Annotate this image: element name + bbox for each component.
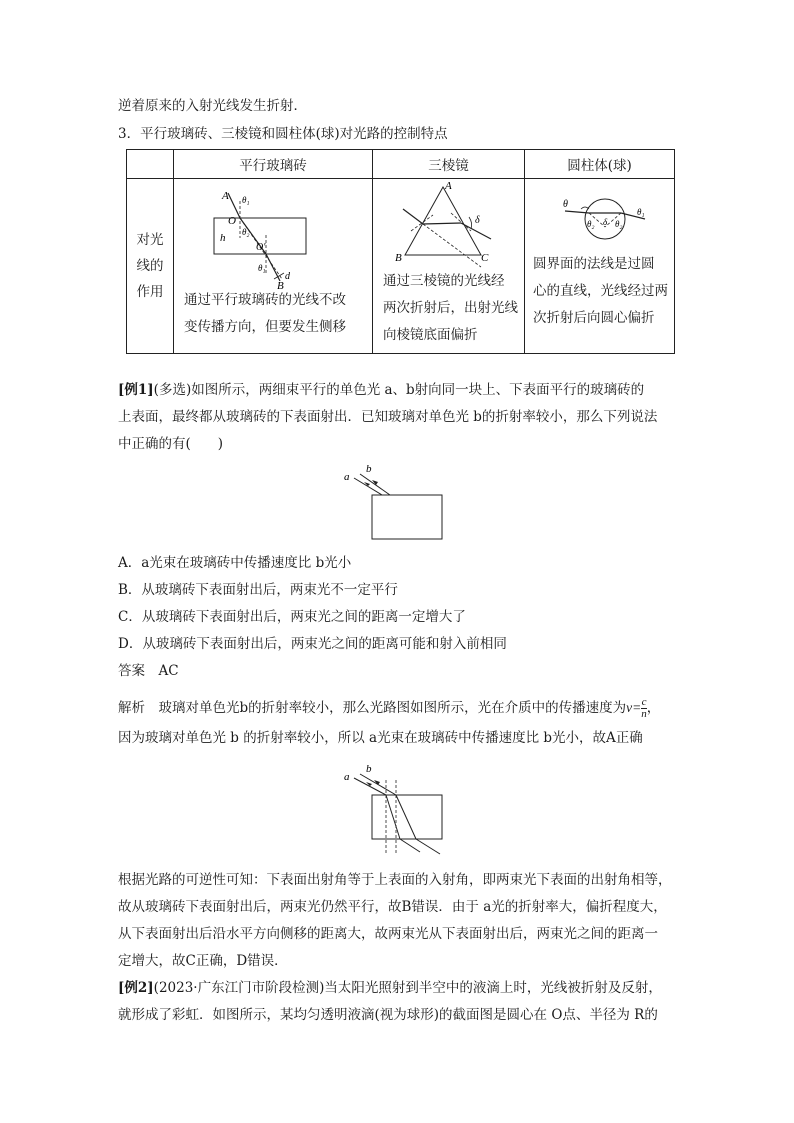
example1-options xyxy=(118,550,678,685)
label-theta1-bottom: θ₁ xyxy=(258,263,266,273)
analysis-block xyxy=(118,693,678,753)
prism-desc-line-2: 两次折射后，出射光线 xyxy=(383,300,518,316)
row-head-cell xyxy=(127,179,174,354)
analysis-line-2: 因为玻璃对单色光 b 的折射率较小，所以 a光束在玻璃砖中传播速度比 b光小，故A正确 xyxy=(118,730,643,746)
sphere-label-theta: θ xyxy=(563,199,568,210)
answer-label: 答案 xyxy=(118,663,145,679)
prism-label-C: C xyxy=(481,252,489,264)
formula-numerator: c xyxy=(641,696,647,708)
example1-tag: [例1] xyxy=(118,382,154,398)
row-head-line-3: 作用 xyxy=(136,284,164,300)
table-corner-cell xyxy=(127,150,174,179)
table-body-row xyxy=(127,179,675,354)
example1-figure xyxy=(340,460,460,550)
formula-denominator: n xyxy=(641,708,647,720)
row-head-line-2: 线的 xyxy=(136,258,164,274)
sphere-label-theta2-left: θ₂ xyxy=(587,219,595,229)
prism-triangle xyxy=(405,187,481,255)
optics-table xyxy=(126,149,675,354)
formula-v: v= xyxy=(626,700,642,715)
prism-cell xyxy=(373,179,525,354)
sphere-diagram xyxy=(525,179,674,249)
label-A: A xyxy=(222,190,229,202)
sphere-cell xyxy=(525,179,675,354)
prism-inner-ray xyxy=(423,223,461,224)
sphere-label-theta1: θ₁ xyxy=(637,207,645,217)
prism-diagram xyxy=(373,179,524,269)
example1-solution-figure xyxy=(340,760,460,860)
solution-ray-a-inside xyxy=(386,795,400,839)
analysis-line-6: 定增大，故C正确，D错误． xyxy=(118,953,288,969)
fig1-label-b: b xyxy=(366,463,372,475)
slab-diagram xyxy=(174,183,372,293)
header-prism: 三棱镜 xyxy=(373,150,525,179)
analysis-line-5: 从下表面射出后沿水平方向侧移的距离大，故两束光从下表面射出后，两束光之间的距离一 xyxy=(118,926,658,942)
label-h: h xyxy=(220,232,226,244)
sphere-label-delta: δ xyxy=(603,217,608,227)
prism-desc-line-3: 向棱镜底面偏折 xyxy=(383,327,478,343)
table-header-row xyxy=(127,150,675,179)
label-B: B xyxy=(277,280,284,292)
label-d: d xyxy=(285,271,290,282)
example1-glass-block xyxy=(372,495,442,539)
solution-ray-a-out xyxy=(400,839,420,852)
example2-stem-line-1: (2023·广东江门市阶段检测)当太阳光照射到半空中的液滴上时，光线被折射及反射， xyxy=(153,980,662,996)
label-O1: O′ xyxy=(256,242,266,253)
header-sphere: 圆柱体(球) xyxy=(525,150,675,179)
fig2-label-a: a xyxy=(344,771,350,783)
sphere-desc xyxy=(533,251,673,332)
option-a: A．a光束在玻璃砖中传播速度比 b光小 xyxy=(118,555,352,571)
prism-label-delta: δ xyxy=(475,215,480,226)
slab-desc xyxy=(184,287,369,341)
analysis-line-1: 玻璃对单色光b的折射率较小，那么光路图如图所示，光在介质中的传播速度为 xyxy=(158,700,627,716)
sphere-desc-line-3: 次折射后向圆心偏折 xyxy=(533,310,655,326)
label-theta1: θ₁ xyxy=(242,195,250,205)
example2-tag: [例2] xyxy=(118,980,154,996)
prism-desc xyxy=(383,268,523,349)
option-d: D．从玻璃砖下表面射出后，两束光之间的距离可能和射入前相同 xyxy=(118,636,507,652)
formula-end: ， xyxy=(646,700,661,716)
sphere-incident-ray xyxy=(565,211,589,213)
prism-normal-right xyxy=(451,213,471,231)
solution-ray-b-inside xyxy=(396,795,416,839)
sphere-desc-line-2: 心的直线，光线经过两 xyxy=(533,283,668,299)
label-O: O xyxy=(228,215,236,227)
option-c: C．从玻璃砖下表面射出后，两束光之间的距离一定增大了 xyxy=(118,609,466,625)
slab-cell xyxy=(174,179,373,354)
analysis-line-4: 故从玻璃砖下表面射出后，两束光仍然平行，故B错误．由于 a光的折射率大，偏折程度大， xyxy=(118,899,667,915)
example1-stem-line-2: 上表面，最终都从玻璃砖的下表面射出．已知玻璃对单色光 b的折射率较小，那么下列说法 xyxy=(118,409,658,425)
example2-stem-line-2: 就形成了彩虹．如图所示，某均匀透明液滴(视为球形)的截面图是圆心在 O点、半径为 R的 xyxy=(118,1007,658,1023)
label-theta2: θ₂ xyxy=(242,227,250,237)
prism-desc-line-1: 通过三棱镜的光线经 xyxy=(383,273,505,289)
analysis-continued xyxy=(118,867,678,975)
answer-value: AC xyxy=(158,663,179,679)
header-slab: 平行玻璃砖 xyxy=(174,150,373,179)
analysis-line-3: 根据光路的可逆性可知：下表面出射角等于上表面的入射角，即两束光下表面的出射角相等， xyxy=(118,872,672,888)
fig1-label-a: a xyxy=(344,471,350,483)
example1-stem-line-3: 中正确的有( ) xyxy=(118,436,224,452)
sphere-label-theta2-right: θ₂ xyxy=(615,219,623,229)
solution-glass-block xyxy=(372,795,442,839)
sphere-desc-line-1: 圆界面的法线是过圆 xyxy=(533,256,655,272)
row-head-line-1: 对光 xyxy=(136,232,164,248)
prism-label-B: B xyxy=(395,252,402,264)
example1-stem xyxy=(118,377,678,458)
prism-label-A: A xyxy=(445,180,452,192)
prism-extension xyxy=(423,224,481,267)
fig2-label-b: b xyxy=(366,763,372,775)
example1-stem-line-1: (多选)如图所示，两细束平行的单色光 a、b射向同一块上、下表面平行的玻璃砖的 xyxy=(153,382,645,398)
example2-stem xyxy=(118,975,678,1029)
slab-desc-line-1: 通过平行玻璃砖的光线不改 xyxy=(184,292,346,308)
slab-desc-line-2: 变传播方向，但要发生侧移 xyxy=(184,319,346,335)
analysis-label: 解析 xyxy=(118,700,145,716)
section-title: 3．平行玻璃砖、三棱镜和圆柱体(球)对光路的控制特点 xyxy=(118,126,448,142)
prism-incident-ray xyxy=(403,209,423,224)
intro-line: 逆着原来的入射光线发生折射． xyxy=(118,98,307,114)
option-b: B．从玻璃砖下表面射出后，两束光不一定平行 xyxy=(118,582,398,598)
